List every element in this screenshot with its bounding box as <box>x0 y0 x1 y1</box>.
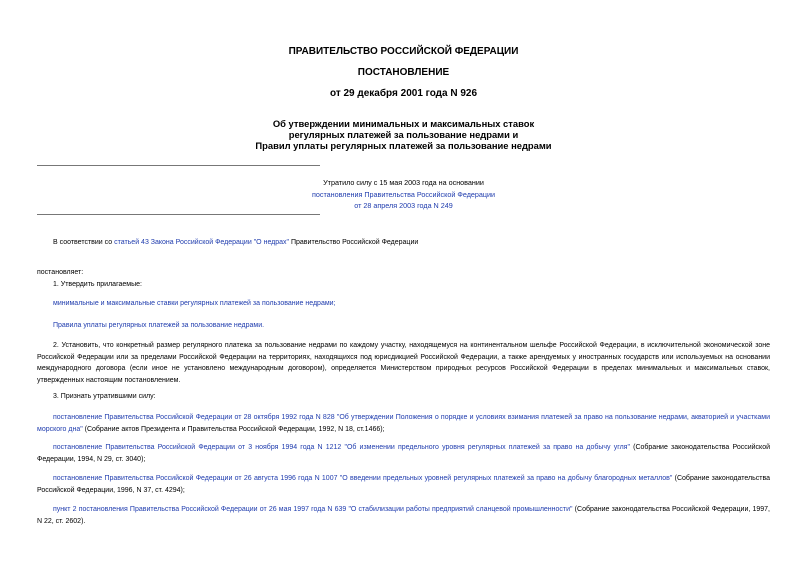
repealed-decree-link-4[interactable]: пункт 2 постановления Правительства Российской Федерации от 26 мая 1997 года N 639 "О стабилизации работы предприятий сланцевой промышленности" <box>53 506 573 513</box>
title-line-3: Правил уплаты регулярных платежей за пользование недрами <box>255 140 552 151</box>
preamble <box>53 237 773 249</box>
repealed-entry-source-3: (Собрание законодательства Российской Федерации, 1996, N 37, ст. 4294); <box>37 475 771 494</box>
top-divider <box>37 165 320 166</box>
bottom-divider <box>37 214 320 215</box>
decides-word: постановляет: <box>37 269 84 276</box>
repealed-entry-2 <box>37 442 770 465</box>
repealed-entry-3 <box>37 473 770 496</box>
preamble-prefix: В соответствии со <box>53 239 115 246</box>
government-name: ПРАВИТЕЛЬСТВО РОССИЙСКОЙ ФЕДЕРАЦИИ <box>288 46 519 57</box>
document-title <box>0 118 807 151</box>
status-note-text: Утратило силу с 15 мая 2003 года на основании <box>323 178 484 187</box>
repealed-decree-link-2[interactable]: постановление Правительства Российской Федерации от 3 ноября 1994 года N 1212 "Об изменении предельного уровня регулярных платежей за право на добычу угля" <box>53 444 630 451</box>
rates-appendix-link[interactable]: минимальные и максимальные ставки регулярных платежей за пользование недрами; <box>53 300 336 307</box>
title-line-2: регулярных платежей за пользование недрами и <box>288 129 519 140</box>
repealed-entry-1 <box>37 412 770 435</box>
preamble-suffix: Правительство Российской Федерации <box>289 239 419 246</box>
repealed-entry-source-1: (Собрание актов Президента и Правительства Российской Федерации, 1992, N 18, ст.1466); <box>82 425 385 433</box>
item-3-text: 3. Признать утратившими силу: <box>53 393 156 400</box>
repealed-entry-source-4: (Собрание законодательства Российской Федерации, 1997, N 22, ст. 2602). <box>37 506 770 525</box>
status-note <box>0 177 807 212</box>
repealed-decree-link-1[interactable]: постановление Правительства Российской Федерации от 28 октября 1992 года N 828 "Об утверждении Положения о порядке и условиях взимания платежей за право на пользование недрами, акваторией и участками морского дна" <box>37 414 770 433</box>
item-1-text: 1. Утвердить прилагаемые: <box>53 281 142 288</box>
repealed-entry-source-2: (Собрание законодательства Российской Федерации, 1994, N 29, ст. 3040); <box>37 444 770 463</box>
repealed-decree-link-3[interactable]: постановление Правительства Российской Федерации от 26 августа 1996 года N 1007 "О введении предельных уровней регулярных платежей за право на добычу благородных металлов" <box>53 475 673 482</box>
law-article-link[interactable]: статьей 43 Закона Российской Федерации "О недрах" <box>114 239 290 246</box>
repeal-decree-link-line-1[interactable]: постановления Правительства Российской Федерации <box>311 189 496 199</box>
document-type: ПОСТАНОВЛЕНИЕ <box>357 67 450 78</box>
repeal-decree-link-line-2[interactable]: от 28 апреля 2003 года N 249 <box>354 201 453 210</box>
rules-appendix-link[interactable]: Правила уплаты регулярных платежей за пользование недрами. <box>53 322 265 329</box>
document-date-number: от 29 декабря 2001 года N 926 <box>329 88 478 99</box>
title-line-1: Об утверждении минимальных и максимальных ставок <box>272 118 535 129</box>
repealed-entry-4 <box>37 504 770 527</box>
item-2-text: 2. Установить, что конкретный размер регулярного платежа за пользование недрами по каждому участку, находящемуся на континентальном шельфе Российской Федерации, в исключительной экономической зоне Российской Федерации или за пределами Российской Федерации на территориях, находящихся под юрисдикцией Российской Федерации, а также арендуемых у иностранных государств или используемых на основании международного договора (если иное не установлено международным договором), определяется Министерством природных ресурсов Российской Федерации в пределах минимальных и максимальных ставок, утвержденных настоящим постановлением. <box>37 342 770 384</box>
